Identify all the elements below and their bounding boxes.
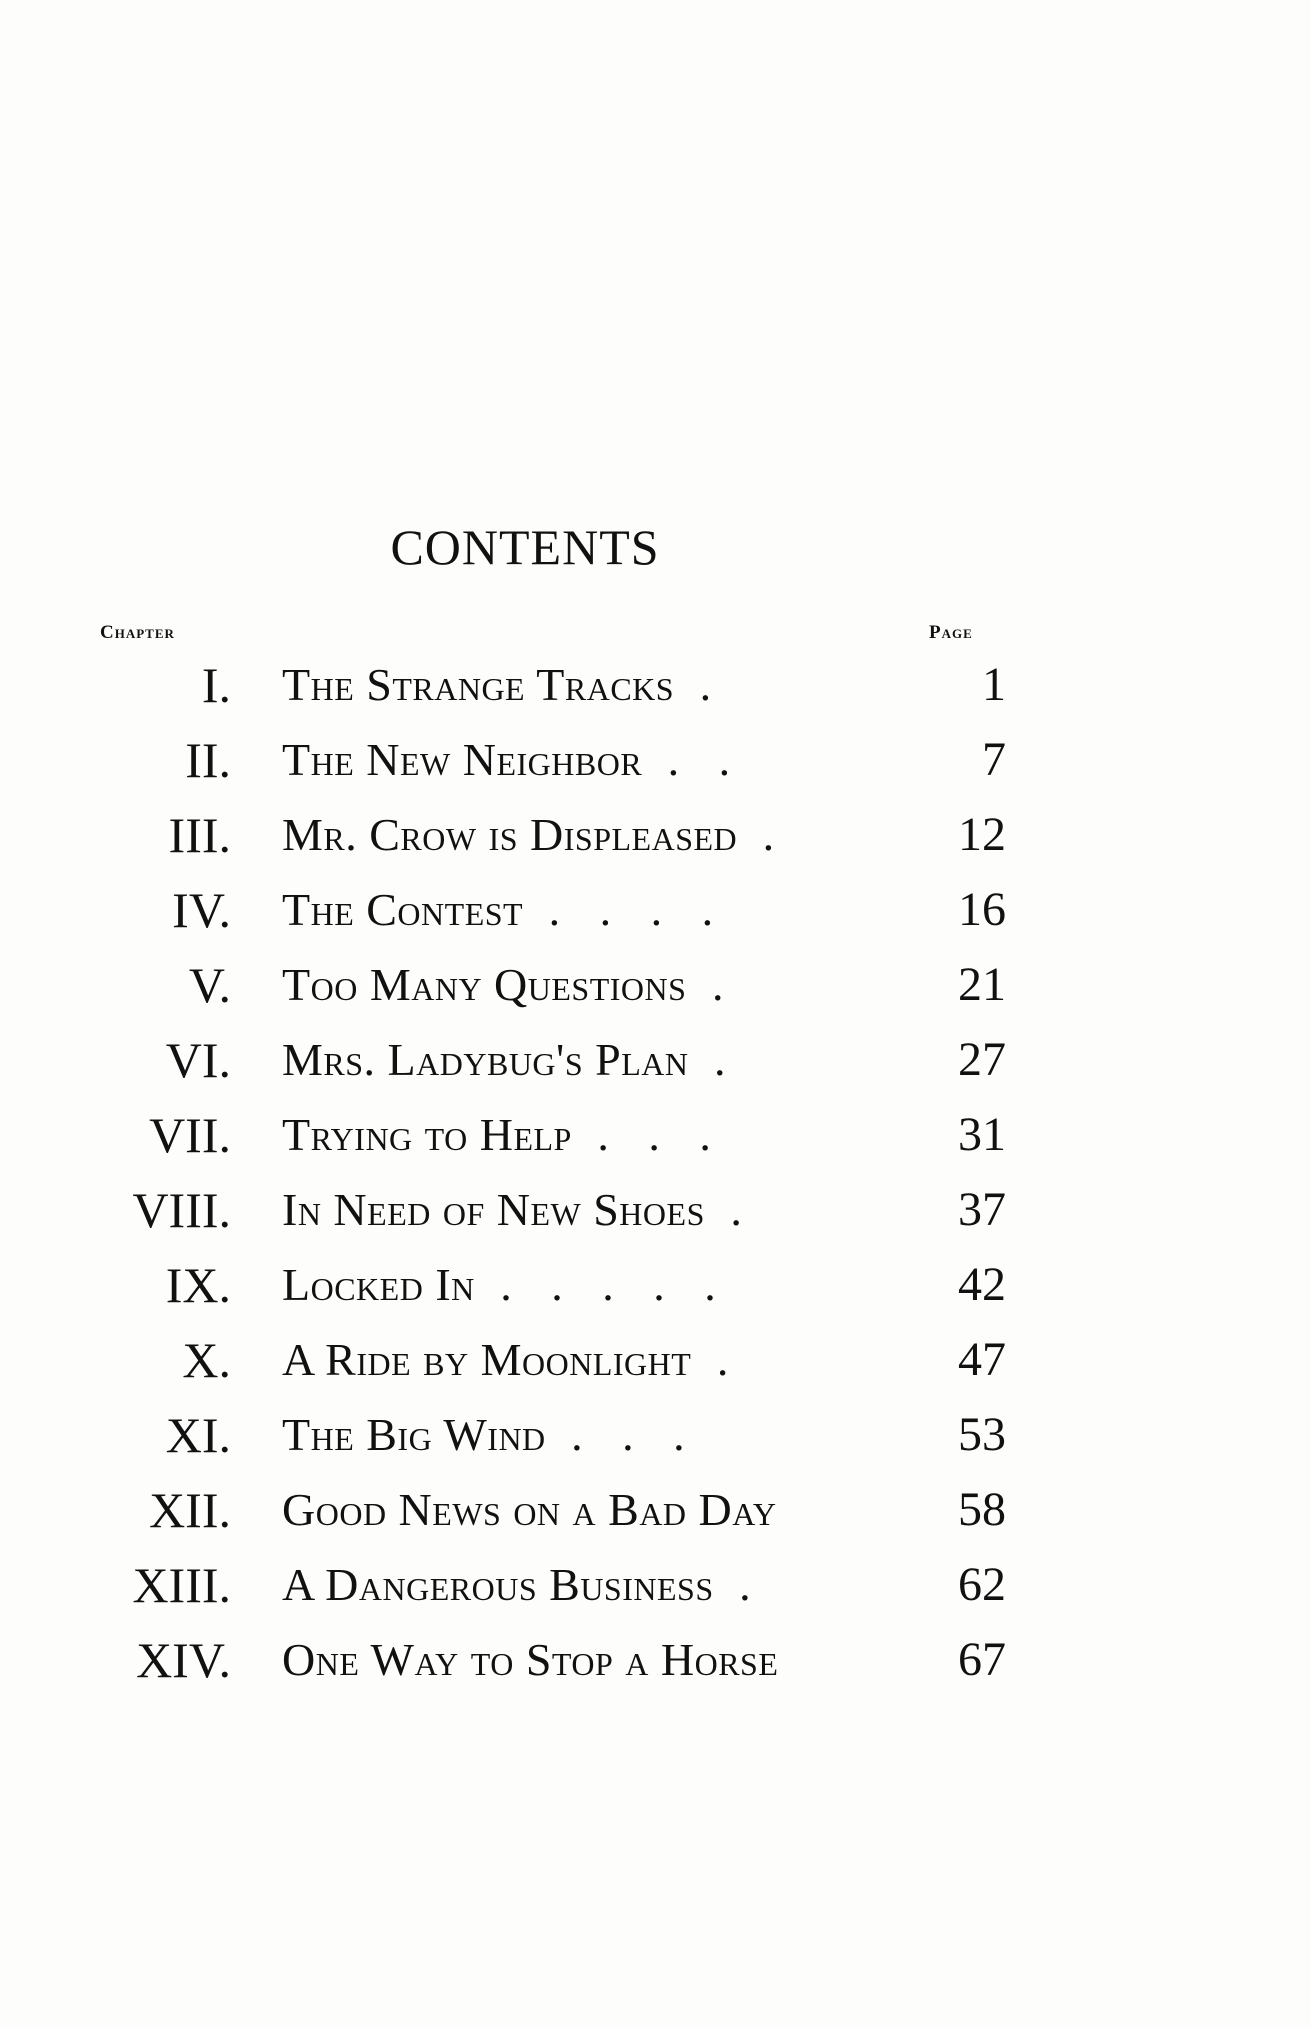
page-number: 1: [982, 658, 1006, 711]
toc-entry[interactable]: [0, 1325, 1311, 1400]
page-number: 53: [958, 1408, 1006, 1461]
toc-entry[interactable]: [0, 800, 1311, 875]
chapter-number: XI.: [165, 1407, 231, 1463]
page-number: 21: [958, 958, 1006, 1011]
chapter-number: I.: [201, 657, 231, 713]
chapter-title[interactable]: Good News on a Bad Day: [282, 1485, 777, 1535]
chapter-number: X.: [182, 1332, 231, 1388]
chapter-title[interactable]: The Contest . . . .: [282, 885, 728, 935]
chapter-title[interactable]: The Strange Tracks .: [282, 660, 726, 710]
chapter-title[interactable]: The Big Wind . . .: [282, 1410, 699, 1460]
toc-entry[interactable]: [0, 1625, 1311, 1700]
chapter-number: VII.: [149, 1107, 231, 1163]
chapter-title[interactable]: In Need of New Shoes .: [282, 1185, 756, 1235]
page-number: 16: [958, 883, 1006, 936]
chapter-number: IX.: [165, 1257, 231, 1313]
chapter-title[interactable]: A Ride by Moonlight .: [282, 1335, 743, 1385]
chapter-title[interactable]: Mr. Crow is Displeased .: [282, 810, 789, 860]
toc-entry[interactable]: [0, 1100, 1311, 1175]
chapter-title[interactable]: Too Many Questions .: [282, 960, 738, 1010]
page-number: 47: [958, 1333, 1006, 1386]
page-column-label: Page: [929, 622, 973, 643]
chapter-number: II.: [185, 732, 231, 788]
toc-entry[interactable]: [0, 875, 1311, 950]
chapter-number: XIII.: [132, 1557, 231, 1613]
page-number: 31: [958, 1108, 1006, 1161]
toc-entry[interactable]: [0, 650, 1311, 725]
toc-entry[interactable]: [0, 1025, 1311, 1100]
chapter-title[interactable]: Trying to Help . . .: [282, 1110, 725, 1160]
page-title: CONTENTS: [390, 519, 660, 575]
toc-entry[interactable]: [0, 725, 1311, 800]
chapter-title[interactable]: Mrs. Ladybug's Plan .: [282, 1035, 740, 1085]
chapter-number: V.: [188, 957, 231, 1013]
chapter-number: XII.: [149, 1482, 231, 1538]
toc-entry[interactable]: [0, 1550, 1311, 1625]
toc-entry[interactable]: [0, 1475, 1311, 1550]
chapter-title[interactable]: Locked In . . . . .: [282, 1260, 730, 1310]
chapter-number: XIV.: [136, 1632, 231, 1688]
toc-entry[interactable]: [0, 1250, 1311, 1325]
chapter-number: IV.: [172, 882, 231, 938]
chapter-title[interactable]: A Dangerous Business .: [282, 1560, 765, 1610]
page-number: 12: [958, 808, 1006, 861]
toc-entry[interactable]: [0, 1400, 1311, 1475]
chapter-number: III.: [168, 807, 231, 863]
chapter-title[interactable]: The New Neighbor . .: [282, 735, 745, 785]
page-number: 62: [958, 1558, 1006, 1611]
page-number: 7: [982, 733, 1006, 786]
page-number: 42: [958, 1258, 1006, 1311]
chapter-title[interactable]: One Way to Stop a Horse: [282, 1635, 779, 1685]
chapter-number: VI.: [165, 1032, 231, 1088]
page-number: 27: [958, 1033, 1006, 1086]
page-number: 37: [958, 1183, 1006, 1236]
page-number: 67: [958, 1633, 1006, 1686]
table-of-contents: [0, 650, 1311, 1700]
page-number: 58: [958, 1483, 1006, 1536]
toc-entry[interactable]: [0, 950, 1311, 1025]
chapter-column-label: Chapter: [100, 622, 175, 643]
toc-entry[interactable]: [0, 1175, 1311, 1250]
chapter-number: VIII.: [132, 1182, 231, 1238]
